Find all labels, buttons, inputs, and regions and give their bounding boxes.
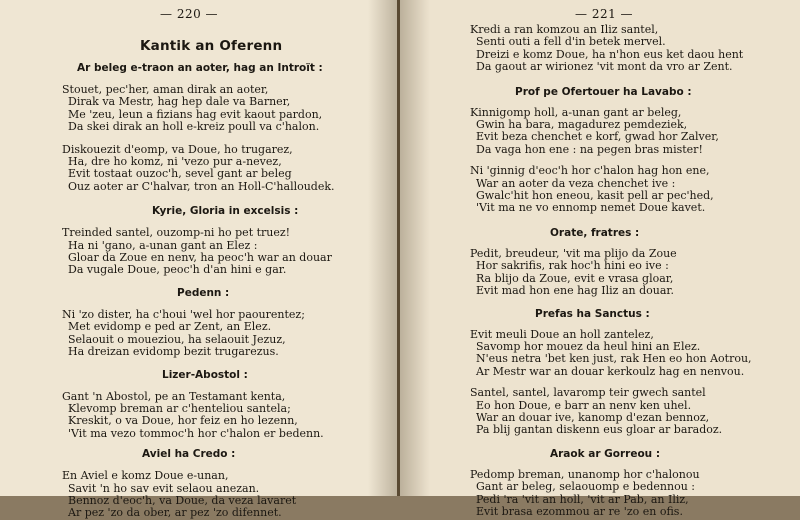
page-title: Kantik an Oferenn — [140, 38, 283, 54]
verse-line: Dirak va Mestr, hag hep dale va Barner, — [68, 95, 291, 109]
verse-line: Pedit, breudeur, 'vit ma plijo da Zoue — [470, 246, 677, 260]
verse-line: Gant ar beleg, selaouomp e bedennou : — [476, 480, 695, 494]
section-heading: Orate, fratres : — [550, 226, 640, 239]
verse-line: Ar Mestr war an douar kerkoulz hag en nenvou. — [476, 364, 745, 378]
stanza — [62, 144, 382, 194]
verse-line: Pa blij gantan diskenn eus gloar ar baradoz. — [476, 423, 723, 437]
verse-line: Evit mad hon ene hag Iliz an douar. — [476, 284, 674, 298]
verse-line: Gloar da Zoue en nenv, ha peoc'h war an douar — [68, 251, 332, 265]
verse-line: Met evidomp e ped ar Zent, an Elez. — [68, 320, 272, 334]
stanza — [470, 329, 790, 379]
verse-line: War an douar ive, kanomp d'ezan bennoz, — [476, 410, 710, 424]
right-text-column — [470, 24, 790, 518]
section-heading: Lizer-Abostol : — [162, 368, 248, 381]
verse-line: Diskouezit d'eomp, va Doue, ho trugarez, — [62, 142, 293, 156]
stanza — [470, 469, 790, 519]
left-page — [0, 0, 398, 520]
stanza — [62, 391, 382, 441]
verse-line: 'Vit ma ne vo ennomp nemet Doue kavet. — [476, 201, 706, 215]
verse-line: Klevomp breman ar c'henteliou santela; — [68, 401, 291, 415]
verse-line: N'eus netra 'bet ken just, rak Hen eo hon Aotrou, — [476, 352, 752, 366]
verse-line: Senti outi a fell d'in betek mervel. — [476, 35, 666, 49]
verse-line: Gwin ha bara, magadurez pemdeziek, — [476, 118, 688, 132]
verse-line: Evit meuli Doue an holl zantelez, — [470, 327, 654, 341]
verse-line: Stouet, pec'her, aman dirak an aoter, — [62, 83, 269, 96]
section-heading: Prefas ha Sanctus : — [535, 307, 650, 320]
verse-line: Gant 'n Abostol, pe an Testamant kenta, — [62, 389, 286, 403]
section-heading: Kyrie, Gloria in excelsis : — [152, 205, 299, 218]
verse-line: Da skei dirak an holl e-kreiz poull va c'halon. — [68, 120, 320, 134]
verse-line: Da gaout ar wirionez 'vit mont da vro ar Zent. — [476, 60, 733, 74]
section-heading: Prof pe Ofertouer ha Lavabo : — [515, 85, 692, 98]
section-heading: Ar beleg e-traon an aoter, hag an Introït : — [77, 62, 323, 74]
verse-line: Kreskit, o va Doue, hor feiz en ho lezenn, — [68, 414, 298, 428]
verse-line: Savit 'n ho sav evit selaou anezan. — [68, 481, 260, 495]
verse-line: Savomp hor mouez da heul hini an Elez. — [476, 339, 701, 353]
stanza — [470, 248, 790, 298]
section-heading: Aviel ha Credo : — [142, 448, 236, 461]
verse-line: En Aviel e komz Doue e-unan, — [62, 469, 229, 483]
section-heading: Pedenn : — [177, 286, 230, 299]
verse-line: 'Vit ma vezo tommoc'h hor c'halon er bedenn. — [68, 426, 324, 440]
verse-line: Gwalc'hit hon eneou, kasit pell ar pec'hed, — [476, 189, 714, 203]
verse-line: Pedomp breman, unanomp hor c'halonou — [470, 467, 700, 481]
verse-line: Da vugale Doue, peoc'h d'an hini e gar. — [68, 263, 287, 277]
verse-line: Santel, santel, lavaromp teir gwech santel — [470, 386, 706, 400]
left-text-column — [62, 62, 382, 520]
verse-line: Ha, dre ho komz, ni 'vezo pur a-nevez, — [68, 155, 282, 169]
verse-line: Ouz aoter ar C'halvar, tron an Holl-C'halloudek. — [68, 179, 335, 193]
verse-line: Ha ni 'gano, a-unan gant an Elez : — [68, 238, 258, 252]
verse-line: Treinded santel, ouzomp-ni ho pet truez! — [62, 226, 291, 240]
verse-line: Da vaga hon ene : na pegen bras mister! — [476, 142, 703, 156]
verse-line: Ni 'zo dister, ha c'houi 'wel hor paourentez; — [62, 307, 305, 321]
verse-line: Kinnigomp holl, a-unan gant ar beleg, — [470, 105, 682, 119]
stanza — [470, 165, 790, 215]
page-number: — 221 — — [575, 7, 634, 21]
verse-line: Eo hon Doue, e barr an nenv ken uhel. — [476, 398, 692, 412]
verse-line: Evit beza chenchet e korf, gwad hor Zalver, — [476, 130, 719, 144]
stanza — [62, 227, 382, 277]
stanza — [470, 24, 790, 74]
verse-line: Me 'zeu, leun a fizians hag evit kaout pardon, — [68, 107, 323, 121]
verse-line: Bennoz d'eoc'h, va Doue, da veza lavaret — [68, 493, 297, 507]
verse-line: Evit tostaat ouzoc'h, sevel gant ar beleg — [68, 167, 292, 181]
verse-line: Hor sakrifis, rak hoc'h hini eo ive : — [476, 259, 669, 273]
page-number: — 220 — — [160, 7, 219, 21]
stanza — [62, 309, 382, 359]
verse-line: Kredi a ran komzou an Iliz santel, — [470, 23, 659, 36]
stanza — [62, 84, 382, 134]
verse-line: Dreizi e komz Doue, ha n'hon eus ket daou hent — [476, 47, 744, 61]
verse-line: War an aoter da veza chenchet ive : — [476, 176, 676, 190]
verse-line: Ni 'ginnig d'eoc'h hor c'halon hag hon ene, — [470, 164, 710, 178]
section-heading: Araok ar Gorreou : — [550, 447, 661, 460]
verse-line: Ar pez 'zo da ober, ar pez 'zo difennet. — [68, 506, 282, 520]
stanza — [470, 107, 790, 157]
verse-line: Evit brasa ezommou ar re 'zo en ofis. — [476, 504, 683, 518]
verse-line: Selaouit o moueziou, ha selaouit Jezuz, — [68, 332, 286, 346]
right-page — [400, 0, 800, 518]
verse-line: Pedi 'ra 'vit an holl, 'vit ar Pab, an Iliz, — [476, 492, 689, 506]
verse-line: Ra blijo da Zoue, evit e vrasa gloar, — [476, 271, 674, 285]
verse-line: Ha dreizan evidomp bezit trugarezus. — [68, 345, 279, 359]
stanza — [62, 470, 382, 520]
stanza — [470, 387, 790, 437]
